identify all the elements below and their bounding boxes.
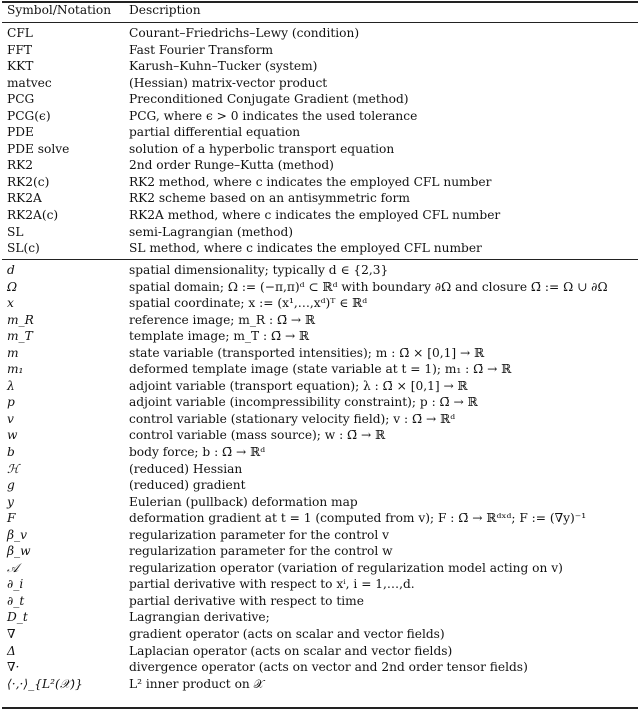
description-cell: Fast Fourier Transform [129,42,274,57]
notation-cell: w [7,428,18,443]
notation-cell: g [7,478,15,493]
description-cell: template image; m_T : Ω̄ → ℝ [129,329,310,344]
description-cell: partial differential equation [129,125,301,140]
notation-cell: RK2(c) [7,174,50,189]
notation-cell: m_T [7,329,33,344]
notation-cell: D_t [7,610,28,625]
notation-cell: 𝒜 [7,560,19,575]
table-row [0,361,640,378]
table-row [0,124,640,141]
description-cell: reference image; m_R : Ω̄ → ℝ [129,312,316,327]
notation-cell: b [7,445,15,460]
table-row [0,427,640,444]
table-row [0,527,640,544]
description-cell: L² inner product on 𝒳 [129,676,265,691]
table-row [0,190,640,207]
description-cell: Lagrangian derivative; [129,610,270,625]
description-cell: RK2A method, where c indicates the employed CFL number [129,208,501,223]
description-cell: Laplacian operator (acts on scalar and vector fields) [129,643,453,658]
description-cell: semi-Lagrangian (method) [129,224,293,239]
header-rule [2,22,638,23]
notation-cell: ∂_i [7,577,24,592]
table-row [0,75,640,92]
notation-cell: m_R [7,312,34,327]
table-row [0,676,640,693]
table-row [0,58,640,75]
description-cell: spatial coordinate; x := (x¹,…,xᵈ)ᵀ ∈ ℝᵈ [129,296,368,311]
description-cell: gradient operator (acts on scalar and vector fields) [129,627,445,642]
table-row [0,394,640,411]
description-cell: spatial dimensionality; typically d ∈ {2,3} [129,263,389,277]
table-row [0,141,640,158]
table-row [0,224,640,241]
notation-cell: y [7,494,14,509]
notation-cell: β_w [7,544,31,559]
table-row [0,312,640,329]
description-cell: regularization operator (variation of regularization model acting on v) [129,560,563,575]
notation-cell: ∂_t [7,593,25,608]
notation-cell: x [7,296,14,311]
table-row [0,378,640,395]
notation-cell: ⟨·,·⟩_{L²(𝒳)} [7,676,83,691]
description-cell: partial derivative with respect to time [129,593,364,608]
table-row [0,643,640,660]
table-row [0,262,640,279]
table-row [0,345,640,362]
description-cell: Eulerian (pullback) deformation map [129,494,358,509]
table-row [0,25,640,42]
description-cell: RK2 scheme based on an antisymmetric form [129,191,410,206]
notation-cell: KKT [7,59,34,74]
table-row [0,174,640,191]
table-row [0,543,640,560]
description-cell: (reduced) Hessian [129,461,243,476]
table-row [0,609,640,626]
notation-cell: PCG(ϵ) [7,108,51,123]
notation-cell: d [7,263,15,277]
description-cell: body force; b : Ω̄ → ℝᵈ [129,445,266,460]
table-row [0,411,640,428]
table-header [0,3,640,21]
table-row [0,295,640,312]
notation-cell: m [7,345,19,360]
table-row [0,659,640,676]
description-cell: solution of a hyperbolic transport equation [129,141,395,156]
abbreviations-section [0,25,640,257]
table-row [0,279,640,296]
table-row [0,328,640,345]
notation-cell: F [7,511,16,526]
header-description: Description [129,3,201,17]
symbols-section [0,262,640,692]
notation-cell: PCG [7,92,35,107]
description-cell: PCG, where ϵ > 0 indicates the used tolerance [129,108,418,123]
table-row [0,593,640,610]
description-cell: 2nd order Runge–Kutta (method) [129,158,334,173]
table-row [0,560,640,577]
description-cell: SL method, where c indicates the employed CFL number [129,241,482,256]
table-row [0,444,640,461]
table-row [0,576,640,593]
notation-cell: ∇ [7,627,16,642]
description-cell: regularization parameter for the control w [129,544,393,559]
table-row [0,510,640,527]
notation-cell: ℋ [7,461,20,476]
description-cell: deformation gradient at t = 1 (computed from v); F : Ω̄ → ℝᵈˣᵈ; F := (∇y)⁻¹ [129,511,587,526]
description-cell: state variable (transported intensities); m : Ω̄ × [0,1] → ℝ [129,345,485,360]
notation-cell: FFT [7,42,33,57]
notation-cell: SL(c) [7,241,40,256]
header-symbol: Symbol/Notation [7,3,112,17]
notation-cell: m₁ [7,362,24,377]
notation-cell: v [7,411,14,426]
description-cell: control variable (stationary velocity field); v : Ω̄ → ℝᵈ [129,411,456,426]
notation-cell: RK2A [7,191,42,206]
notation-cell: β_v [7,527,28,542]
description-cell: adjoint variable (transport equation); λ : Ω̄ × [0,1] → ℝ [129,378,468,393]
description-cell: Preconditioned Conjugate Gradient (method) [129,92,409,107]
description-cell: spatial domain; Ω := (−π,π)ᵈ ⊂ ℝᵈ with boundary ∂Ω and closure Ω̄ := Ω ∪ ∂Ω [129,279,608,294]
section-rule [2,259,638,260]
notation-cell: RK2A(c) [7,208,59,223]
notation-cell: SL [7,224,24,239]
description-cell: RK2 method, where c indicates the employed CFL number [129,174,492,189]
table-row [0,91,640,108]
notation-cell: RK2 [7,158,34,173]
table-row [0,108,640,125]
description-cell: deformed template image (state variable at t = 1); m₁ : Ω̄ → ℝ [129,362,512,377]
description-cell: control variable (mass source); w : Ω̄ → ℝ [129,428,386,443]
table-row [0,42,640,59]
notation-cell: λ [7,378,15,393]
table-row [0,494,640,511]
description-cell: (reduced) gradient [129,478,246,493]
description-cell: Karush–Kuhn–Tucker (system) [129,59,318,74]
table-row [0,477,640,494]
notation-cell: PDE solve [7,141,70,156]
notation-cell: PDE [7,125,34,140]
table-row [0,461,640,478]
notation-cell: Ω [7,279,18,294]
description-cell: Courant–Friedrichs–Lewy (condition) [129,26,360,40]
table-row [0,626,640,643]
notation-cell: ∇· [7,660,20,675]
bottom-rule [2,707,638,709]
description-cell: divergence operator (acts on vector and 2nd order tensor fields) [129,660,528,675]
notation-cell: Δ [7,643,16,658]
description-cell: partial derivative with respect to xⁱ, i = 1,…,d. [129,577,415,592]
notation-cell: matvec [7,75,52,90]
description-cell: adjoint variable (incompressibility constraint); p : Ω̄ → ℝ [129,395,478,410]
notation-cell: p [7,395,15,410]
table-row [0,240,640,257]
table-row [0,207,640,224]
description-cell: regularization parameter for the control v [129,527,389,542]
notation-cell: CFL [7,26,33,40]
description-cell: (Hessian) matrix-vector product [129,75,328,90]
table-row [0,157,640,174]
